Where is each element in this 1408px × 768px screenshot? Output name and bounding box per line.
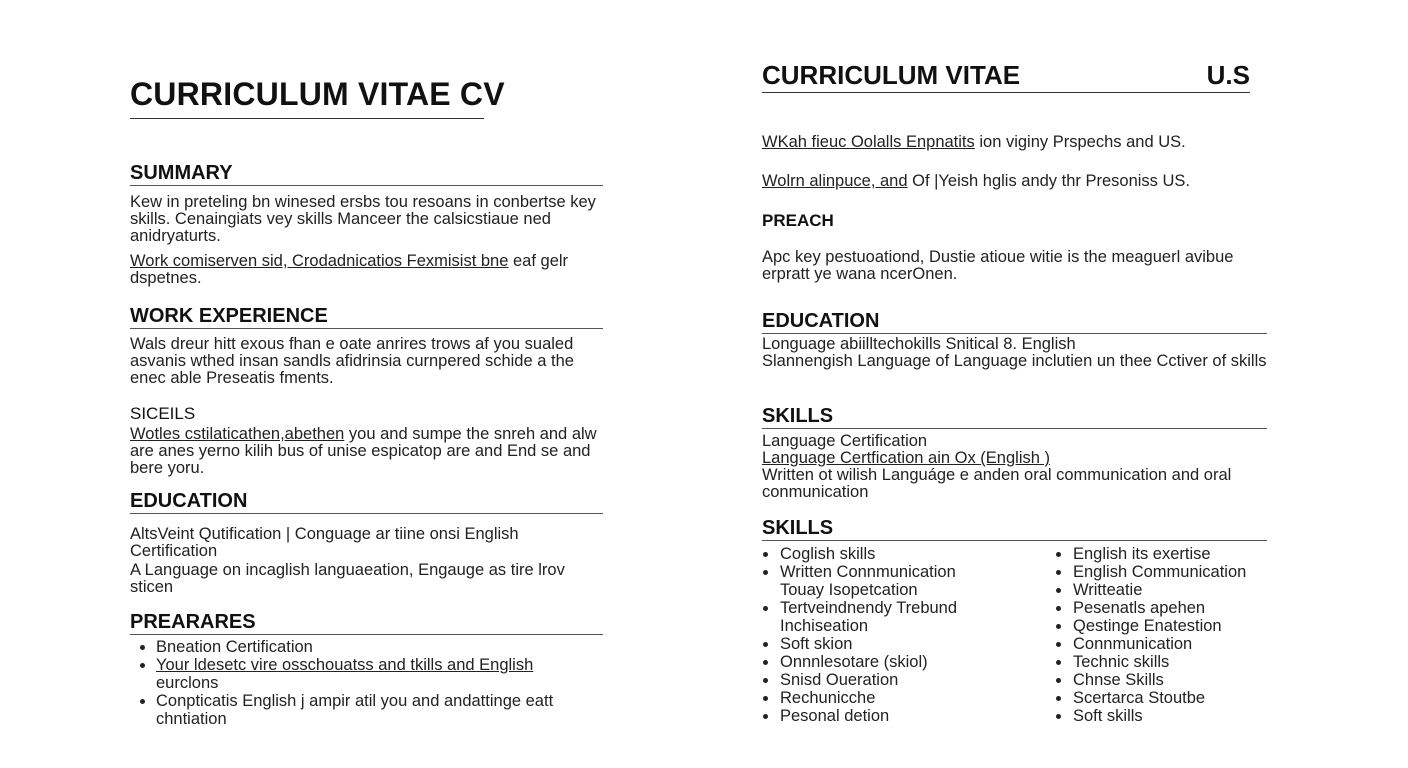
list-item: • Coglish skills	[779, 545, 1032, 563]
left-education-heading: EDUCATION	[130, 490, 603, 514]
left-prearares-list	[130, 638, 603, 728]
left-siceils-underlined: Wotles cstilaticathen,abethen	[130, 425, 345, 443]
list-item: • Pesonal detion	[779, 707, 1032, 725]
left-summary-paragraph-1: Kew in preteling bn winesed ersbs tou resoans in conbertse key skills. Cenaingiats vey skills Manceer the calsicstiaue ned anidryaturts.	[130, 193, 596, 245]
right-skills-heading-2: SKILLS	[762, 517, 1267, 541]
left-prearares-section	[130, 611, 603, 728]
list-item: • Connmunication	[1072, 635, 1265, 653]
right-skills-col-2	[1055, 545, 1265, 725]
list-item: • Onnnlesotare (skiol)	[779, 653, 1032, 671]
right-cv-country: U.S	[1206, 60, 1250, 90]
left-siceils-heading: SICEILS	[130, 404, 196, 423]
right-intro-line-2-rest: Of |Yeish hglis andy thr Presoniss US.	[907, 172, 1191, 190]
list-item: • Soft skills	[1072, 707, 1265, 725]
list-item: • Qestinge Enatestion	[1072, 617, 1265, 635]
right-preach-section	[762, 210, 1267, 283]
list-item: • Soft skion	[779, 635, 1032, 653]
right-cv-title-text: CURRICULUM VITAE	[762, 60, 1021, 90]
right-skills-heading-1: SKILLS	[762, 405, 1267, 429]
list-item: • English Communication	[1072, 563, 1265, 581]
list-item-tail: eurclons	[156, 674, 219, 692]
left-work-paragraph: Wals dreur hitt exous fhan e oate anrires trows af you sualed asvanis wthed insan sandls afidrinsia curnpered schide a the enec able Preseatis fments.	[130, 335, 574, 387]
right-title-rule	[762, 92, 1250, 93]
right-skills-line-3: Written ot wilish Languáge e anden oral communication and oral conmunication	[762, 466, 1232, 501]
left-cv-title: CURRICULUM VITAE CV	[130, 76, 505, 112]
left-summary-section	[130, 162, 603, 287]
left-work-heading: WORK EXPERIENCE	[130, 305, 603, 329]
list-item: • Technic skills	[1072, 653, 1265, 671]
list-item: • Pesenatls apehen	[1072, 599, 1265, 617]
right-preach-paragraph: Apc key pestuoationd, Dustie atioue witie is the meaguerl avibue erpratt ye wana ncerOnen.	[762, 248, 1234, 283]
left-work-section	[130, 305, 603, 387]
right-intro-line-2-underlined: Wolrn alinpuce, and	[762, 172, 908, 190]
list-item: • Scertarca Stoutbe	[1072, 689, 1265, 707]
right-education-section	[762, 310, 1267, 370]
left-education-paragraph-1: AltsVeint Qutification | Conguage ar tiine onsi English Certification	[130, 525, 519, 560]
right-education-paragraph-1: Longuage abiilltechokills Snitical 8. English	[762, 335, 1076, 353]
left-education-paragraph-2: A Language on incaglish languaeation, Engauge as tire lrov sticen	[130, 561, 565, 596]
right-intro-line-2	[762, 173, 1190, 190]
list-item: • English its exertise	[1072, 545, 1265, 563]
right-preach-heading: PREACH	[762, 211, 834, 230]
right-skills-section-2	[762, 517, 1267, 735]
right-intro-line-1	[762, 134, 1186, 151]
list-item: • Rechunicche	[779, 689, 1032, 707]
left-prearares-heading: PREARARES	[130, 611, 603, 635]
list-item-underlined: Your ldesetc vire osschouatss and tkills and English	[156, 656, 534, 674]
left-summary-paragraph-2	[130, 253, 603, 287]
list-item: • Snisd Oueration	[779, 671, 1032, 689]
left-title-rule	[130, 118, 484, 119]
left-siceils-section	[130, 403, 605, 477]
left-summary-heading: SUMMARY	[130, 162, 603, 186]
right-skills-line-2: Language Certfication ain Ox (English )	[762, 449, 1050, 467]
list-item: • Bneation Certification	[156, 638, 603, 656]
list-item: • Writteatie	[1072, 581, 1265, 599]
right-skills-section-1	[762, 405, 1267, 501]
left-summary-rest: eaf gelr dspetnes.	[130, 252, 569, 287]
left-siceils-paragraph	[130, 426, 605, 477]
list-item: • Tertveindnendy Trebund Inchiseation	[779, 599, 990, 635]
right-intro-line-1-underlined: WKah fieuc Oolalls Enpnatits	[762, 133, 975, 151]
right-skills-line-1: Language Certification	[762, 432, 928, 450]
right-education-paragraph-2: Slannengish Language of Language inclutien un thee Cctiver of skills	[762, 352, 1267, 370]
list-item: • Written Connmunication Touay Isopetcation	[779, 563, 980, 599]
list-item: • Conpticatis English j ampir atil you and andattinge eatt chntiation	[156, 692, 586, 728]
right-cv-title	[762, 60, 1250, 91]
right-intro-line-1-rest: ion viginy Prspechs and US.	[974, 133, 1186, 151]
list-item	[156, 656, 603, 692]
right-skills-col-1	[762, 545, 1032, 725]
left-siceils-rest: you and sumpe the snreh and alw are anes yerno kilih bus of unise espicatop are and End se and bere yoru.	[130, 425, 597, 477]
left-summary-underlined: Work comiserven sid, Crodadnicatios Fexmisist bne	[130, 252, 509, 270]
left-education-section	[130, 490, 603, 596]
right-education-heading: EDUCATION	[762, 310, 1267, 334]
list-item: • Chnse Skills	[1072, 671, 1265, 689]
